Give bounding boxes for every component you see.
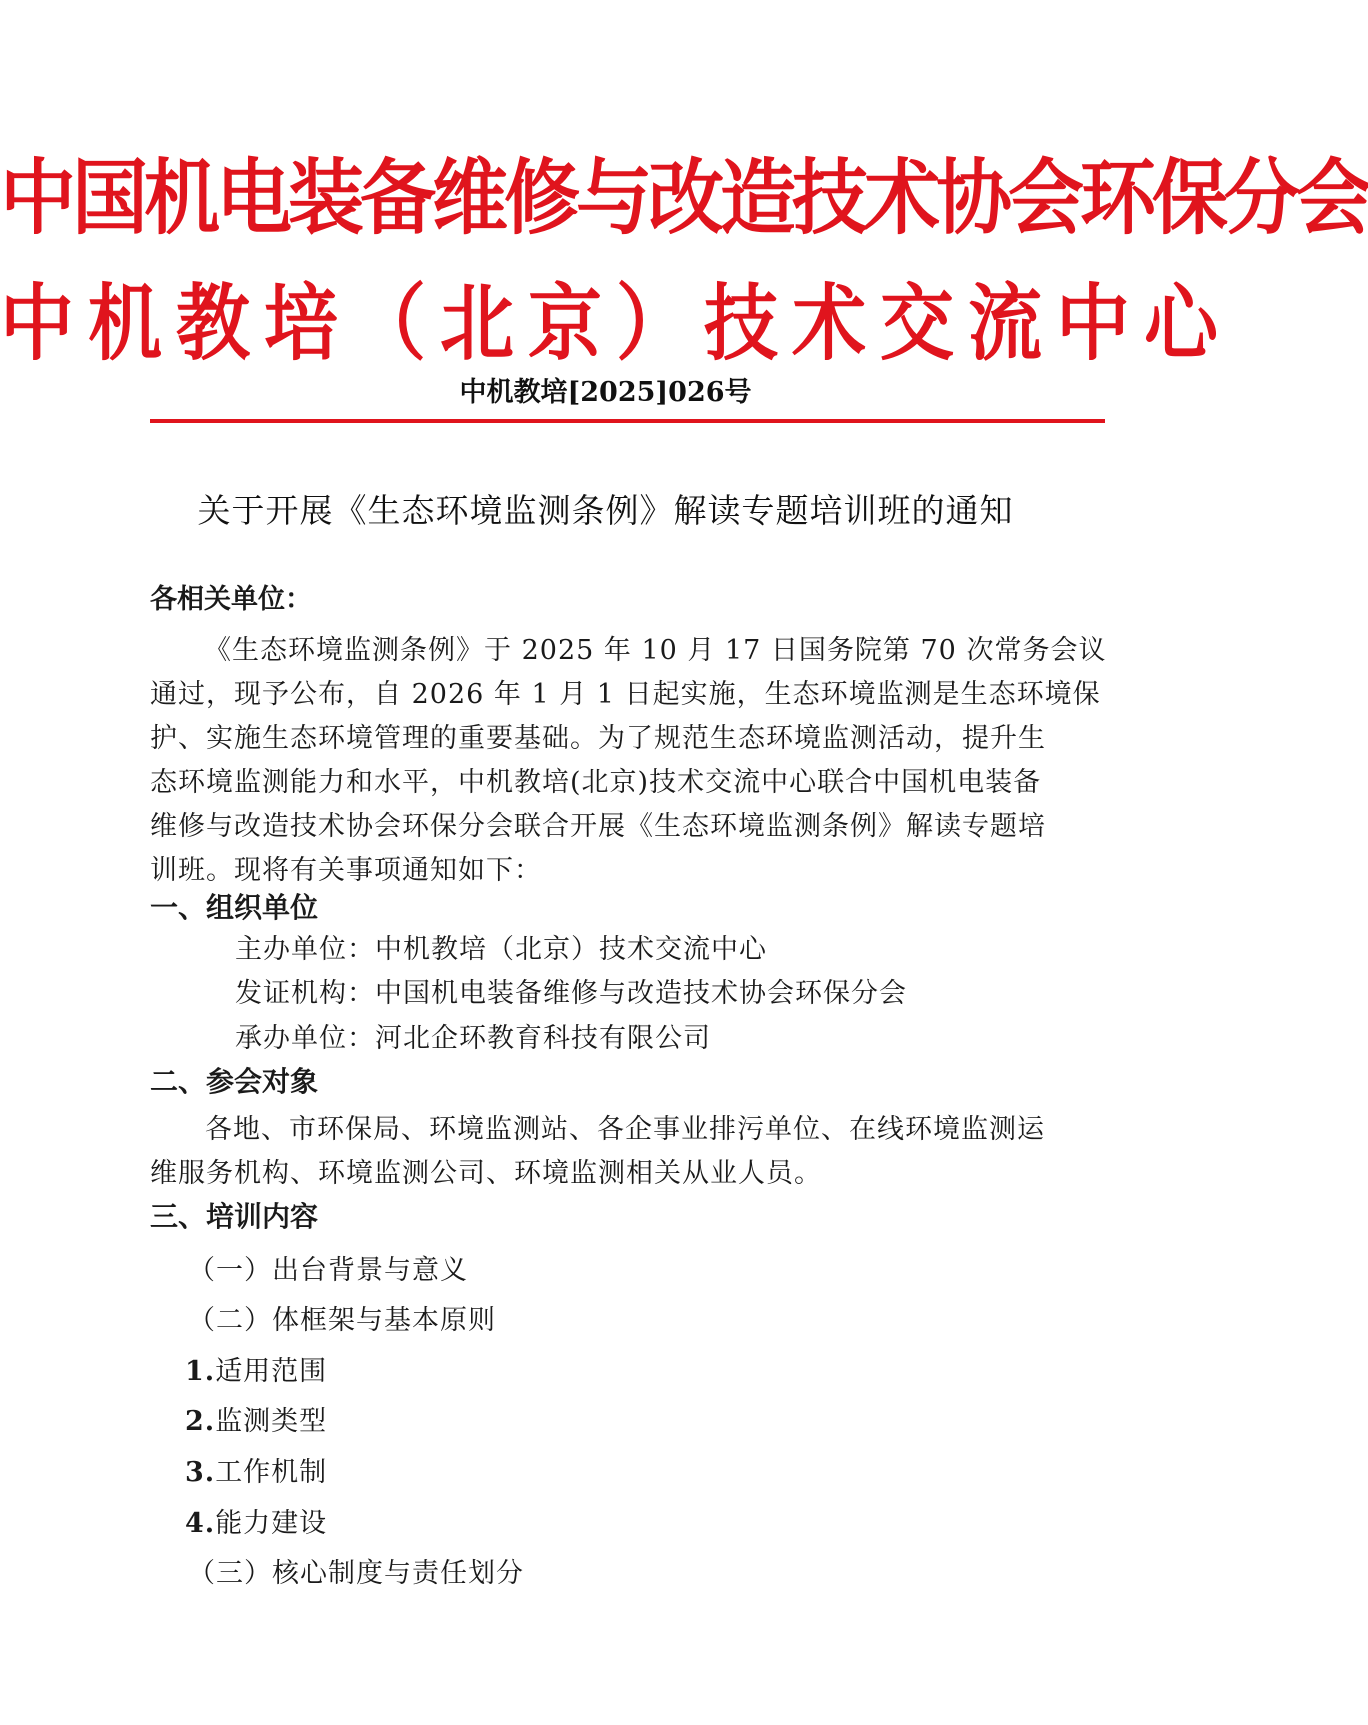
point-number: 3. [185, 1457, 216, 1488]
point-number: 1. [185, 1356, 216, 1387]
intro-line: 维修与改造技术协会环保分会联合开展《生态环境监测条例》解读专题培 [150, 811, 1046, 842]
point-text: 适用范围 [215, 1356, 328, 1387]
content-point [185, 1504, 327, 1544]
organizer-item: 发证机构：中国机电装备维修与改造技术协会环保分会 [235, 978, 907, 1009]
content-point [185, 1453, 327, 1493]
section3-heading: 三、培训内容 [150, 1200, 319, 1233]
notice-title: 关于开展《生态环境监测条例》解读专题培训班的通知 [197, 491, 1014, 530]
section2-heading: 二、参会对象 [150, 1065, 319, 1098]
audience-line: 各地、市环保局、环境监测站、各企事业排污单位、在线环境监测运 [205, 1114, 1045, 1145]
document-number: 中机教培[2025]026号 [459, 377, 752, 408]
point-number: 4. [185, 1508, 216, 1539]
point-text: 监测类型 [215, 1406, 328, 1437]
content-subheading: （三）核心制度与责任划分 [188, 1558, 524, 1589]
letterhead-org-line2: 中机教培（北京）技术交流中心 [0, 275, 1232, 373]
point-text: 工作机制 [215, 1457, 328, 1488]
intro-line: 训班。现将有关事项通知如下： [150, 855, 542, 886]
intro-paragraph [150, 629, 1107, 893]
intro-line: 《生态环境监测条例》于 2025 年 10 月 17 日国务院第 70 次常务会议 [204, 635, 1107, 666]
point-text: 能力建设 [215, 1508, 328, 1539]
letterhead-divider [150, 419, 1105, 423]
intro-line: 护、实施生态环境管理的重要基础。为了规范生态环境监测活动，提升生 [150, 723, 1046, 754]
letterhead-org-line1: 中国机电装备维修与改造技术协会环保分会 [0, 149, 1368, 246]
section1-heading: 一、组织单位 [150, 891, 319, 924]
content-subheading: （二）体框架与基本原则 [188, 1305, 496, 1336]
intro-line: 态环境监测能力和水平，中机教培(北京)技术交流中心联合中国机电装备 [150, 767, 1042, 798]
organizer-item: 主办单位：中机教培（北京）技术交流中心 [235, 934, 767, 965]
point-number: 2. [185, 1406, 216, 1437]
audience-line: 维服务机构、环境监测公司、环境监测相关从业人员。 [150, 1158, 822, 1189]
content-subheading: （一）出台背景与意义 [188, 1255, 468, 1286]
content-point [185, 1352, 327, 1392]
organizer-item: 承办单位：河北企环教育科技有限公司 [235, 1023, 711, 1054]
content-point [185, 1402, 327, 1442]
intro-line: 通过，现予公布，自 2026 年 1 月 1 日起实施，生态环境监测是生态环境保 [150, 679, 1101, 710]
salutation: 各相关单位： [150, 584, 312, 615]
